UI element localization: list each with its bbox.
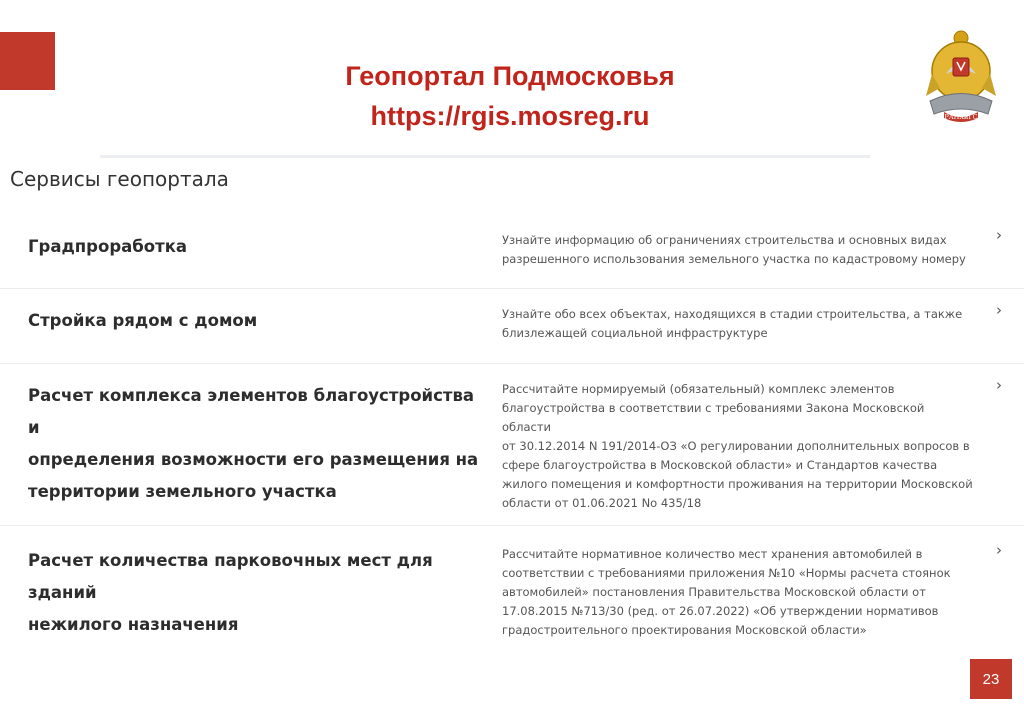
service-row-landscaping-calculation[interactable]	[0, 363, 1024, 526]
section-title: Сервисы геопортала	[10, 167, 229, 191]
chevron-right-icon[interactable]: ›	[996, 541, 1002, 559]
page-number-badge: 23	[970, 659, 1012, 699]
chevron-right-icon[interactable]: ›	[996, 226, 1002, 244]
service-row-gradprorabotka[interactable]	[0, 217, 1024, 289]
service-title: Расчет комплекса элементов благоустройства и определения возможности его размещения на территории земельного участка	[28, 386, 479, 501]
chevron-right-icon[interactable]: ›	[996, 376, 1002, 394]
service-title: Расчет количества парковочных мест для зданий нежилого назначения	[28, 551, 433, 634]
service-description: Рассчитайте нормируемый (обязательный) комплекс элементов благоустройства в соответствии с требованиями Закона Московской области от 30.12.2014 N 191/2014-ОЗ «О регулировании дополнительных вопросов в сфере благоустройства в Московской области» и Стандартов качества жилого помещения и комфортности проживания на территории Московской области от 01.06.2021 No 435/18	[502, 382, 973, 510]
service-description: Рассчитайте нормативное количество мест хранения автомобилей в соответствии с требованиями приложения №10 «Нормы расчета стоянок автомобилей» постановления Правительства Московской области от 17.08.2015 №713/30 (ред. от 26.07.2022) «Об утверждении нормативов градостроительного проектирования Московской области»	[502, 547, 951, 637]
ranepa-emblem-logo	[922, 26, 1000, 126]
service-title: Стройка рядом с домом	[28, 311, 258, 330]
service-description: Узнайте информацию об ограничениях строительства и основных видах разрешенного использования земельного участка по кадастровому номеру	[502, 233, 966, 266]
service-row-parking-calculation[interactable]	[0, 525, 1024, 665]
service-row-construction-nearby[interactable]	[0, 288, 1024, 364]
geoportal-services-screenshot	[0, 150, 1024, 680]
service-title: Градпроработка	[28, 237, 188, 256]
service-description: Узнайте обо всех объектах, находящихся в стадии строительства, а также близлежащей социальной инфраструктуре	[502, 307, 963, 340]
chevron-right-icon[interactable]: ›	[996, 301, 1002, 319]
svg-text:РАНХиГС: РАНХиГС	[944, 113, 978, 121]
header-divider	[100, 155, 870, 158]
slide-title: Геопортал Подмосковья	[345, 61, 675, 91]
slide-url: https://rgis.mosreg.ru	[370, 101, 650, 131]
accent-square	[0, 32, 55, 90]
